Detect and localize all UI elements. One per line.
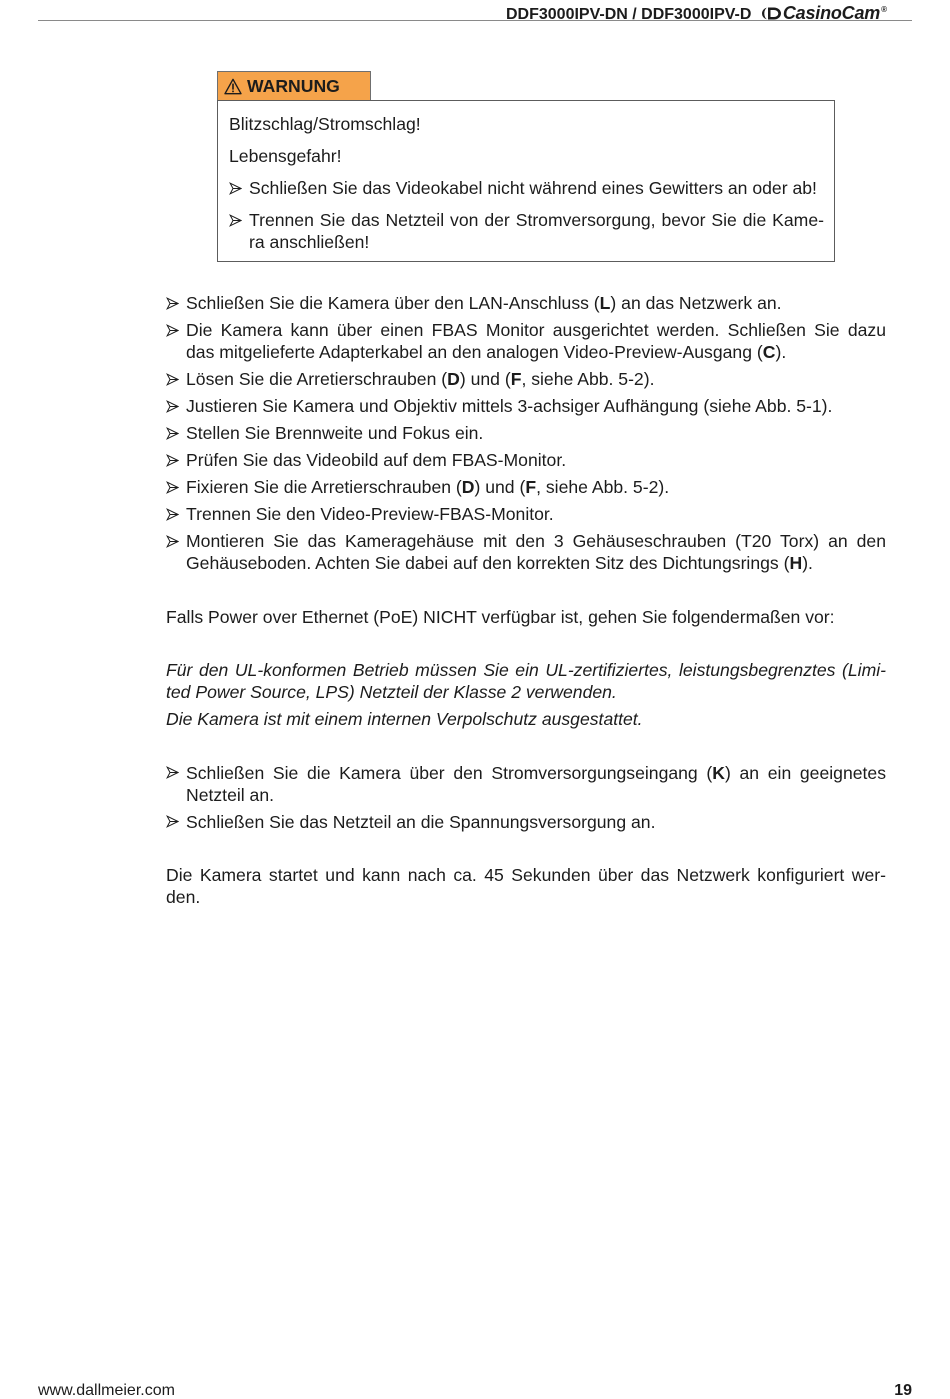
text-line bbox=[186, 784, 886, 806]
instruction-step bbox=[166, 292, 886, 314]
arrow-bullet-icon bbox=[166, 766, 179, 779]
instruction-step bbox=[229, 177, 824, 199]
arrow-bullet-icon bbox=[166, 373, 179, 386]
warning-panel bbox=[217, 71, 835, 262]
warning-label bbox=[217, 71, 371, 100]
text-run: Schließen Sie die Kamera über den LAN-Anschluss ( bbox=[186, 293, 600, 313]
text-line bbox=[166, 708, 886, 730]
text-line bbox=[249, 177, 824, 199]
arrow-bullet-icon bbox=[229, 182, 242, 195]
text-line bbox=[186, 503, 886, 525]
arrow-bullet-icon bbox=[166, 427, 179, 440]
arrow-bullet-icon bbox=[166, 400, 179, 413]
text-run: ). bbox=[775, 342, 787, 362]
text-line bbox=[186, 449, 886, 471]
text-line bbox=[186, 422, 886, 444]
text-run: Die Kamera kann über einen FBAS Monitor ausgerichtet werden. Schließen Sie dazu bbox=[186, 320, 886, 340]
text-run: Montieren Sie das Kameragehäuse mit den 3 Gehäuseschrauben (T20 Torx) an den bbox=[186, 531, 886, 551]
page-header bbox=[505, 0, 887, 23]
bold-reference: D bbox=[461, 477, 475, 497]
bold-reference: L bbox=[599, 293, 611, 313]
text-line bbox=[186, 552, 886, 574]
bold-reference: F bbox=[510, 369, 522, 389]
text-line bbox=[166, 681, 886, 703]
arrow-bullet-icon bbox=[166, 535, 179, 548]
warning-label-text: WARNUNG bbox=[247, 76, 340, 96]
instruction-step bbox=[166, 422, 886, 444]
content-group bbox=[166, 659, 886, 730]
text-line bbox=[249, 231, 824, 253]
text-line bbox=[186, 395, 886, 417]
text-line bbox=[186, 476, 886, 498]
text-line bbox=[186, 811, 886, 833]
text-line bbox=[186, 292, 886, 314]
warning-box bbox=[217, 100, 835, 262]
website-url: www.dallmeier.com bbox=[38, 1382, 175, 1399]
text-run: das mitgelieferte Adapterkabel an den analogen Video-Preview-Ausgang ( bbox=[186, 342, 763, 362]
arrow-bullet-icon bbox=[166, 481, 179, 494]
instructions-content bbox=[166, 292, 886, 908]
text-run: Die Kamera startet und kann nach ca. 45 Sekunden über das Netzwerk konfiguriert wer- bbox=[166, 865, 886, 885]
text-run: Für den UL-konformen Betrieb müssen Sie ein UL-zertifiziertes, leistungsbegrenztes (Limi- bbox=[166, 660, 886, 680]
text-run: Gehäuseboden. Achten Sie dabei auf den korrekten Sitz des Dichtungsrings ( bbox=[186, 553, 790, 573]
arrow-bullet-icon bbox=[166, 297, 179, 310]
text-paragraph bbox=[166, 864, 886, 908]
text-run: den. bbox=[166, 887, 201, 907]
text-run: ) und ( bbox=[459, 369, 511, 389]
instruction-step bbox=[166, 449, 886, 471]
text-line bbox=[166, 659, 886, 681]
arrow-bullet-icon bbox=[166, 324, 179, 337]
text-run: Schließen Sie das Netzteil an die Spannungsversorgung an. bbox=[186, 811, 656, 832]
content-group bbox=[166, 606, 886, 628]
instruction-step bbox=[229, 209, 824, 253]
bold-reference: K bbox=[712, 762, 725, 783]
model-title: DDF3000IPV-DN / DDF3000IPV-D bbox=[505, 6, 752, 23]
text-line bbox=[166, 606, 886, 628]
instruction-step bbox=[166, 811, 886, 833]
text-run: Fixieren Sie die Arretierschrauben ( bbox=[186, 477, 462, 497]
text-run: ra anschließen! bbox=[249, 232, 370, 252]
bold-reference: F bbox=[525, 477, 537, 497]
note-paragraph bbox=[166, 708, 886, 730]
text-run: Trennen Sie das Netzteil von der Stromversorgung, bevor Sie die Kame- bbox=[249, 210, 824, 230]
text-run: Trennen Sie den Video-Preview-FBAS-Monitor. bbox=[186, 504, 554, 524]
text-line bbox=[229, 145, 824, 167]
text-run: Lebensgefahr! bbox=[229, 146, 342, 166]
warning-triangle-icon bbox=[224, 78, 242, 95]
note-paragraph bbox=[166, 659, 886, 703]
instruction-step bbox=[166, 530, 886, 574]
text-run: Die Kamera ist mit einem internen Verpolschutz ausgestattet. bbox=[166, 709, 643, 729]
arrow-bullet-icon bbox=[166, 815, 179, 828]
instruction-step bbox=[166, 503, 886, 525]
text-line bbox=[186, 368, 886, 390]
dallmeier-d-logo-icon bbox=[761, 7, 782, 20]
content-group bbox=[166, 292, 886, 574]
text-run: ) an das Netzwerk an. bbox=[610, 293, 782, 313]
registered-mark: ® bbox=[881, 5, 887, 14]
text-run: Prüfen Sie das Videobild auf dem FBAS-Monitor. bbox=[186, 450, 567, 470]
instruction-step bbox=[166, 476, 886, 498]
text-paragraph bbox=[229, 113, 824, 135]
instruction-step bbox=[166, 368, 886, 390]
bold-reference: C bbox=[762, 342, 776, 362]
text-run: , siehe Abb. 5-2). bbox=[521, 369, 655, 389]
text-run: Blitzschlag/Stromschlag! bbox=[229, 114, 421, 134]
text-run: ). bbox=[802, 553, 813, 573]
bold-reference: H bbox=[789, 553, 803, 573]
text-run: ted Power Source, LPS) Netzteil der Klasse 2 verwenden. bbox=[166, 682, 617, 702]
text-run: Stellen Sie Brennweite und Fokus ein. bbox=[186, 423, 484, 443]
text-line bbox=[166, 864, 886, 886]
text-run: Netzteil an. bbox=[186, 784, 275, 805]
page-number: 19 bbox=[894, 1382, 912, 1399]
bold-reference: D bbox=[447, 369, 460, 389]
instruction-step bbox=[166, 395, 886, 417]
text-run: Lösen Sie die Arretierschrauben ( bbox=[186, 369, 448, 389]
text-line bbox=[186, 530, 886, 552]
header-rule bbox=[38, 20, 912, 21]
content-group bbox=[166, 864, 886, 908]
text-line bbox=[186, 341, 886, 363]
arrow-bullet-icon bbox=[166, 454, 179, 467]
text-run: , siehe Abb. 5-2). bbox=[536, 477, 670, 497]
text-line bbox=[229, 113, 824, 135]
text-run: ) an ein geeignetes bbox=[724, 762, 886, 783]
text-run: Justieren Sie Kamera und Objektiv mittels 3-achsiger Aufhängung (siehe Abb. 5-1). bbox=[186, 396, 833, 416]
text-run: Schließen Sie die Kamera über den Stromversorgungseingang ( bbox=[186, 762, 713, 783]
content-group bbox=[166, 762, 886, 833]
instruction-step bbox=[166, 319, 886, 363]
text-run: ) und ( bbox=[474, 477, 526, 497]
text-line bbox=[186, 762, 886, 784]
text-run: Schließen Sie das Videokabel nicht während eines Gewitters an oder ab! bbox=[249, 178, 817, 198]
text-line bbox=[249, 209, 824, 231]
logo-text: CasinoCam bbox=[782, 3, 881, 23]
text-line bbox=[186, 319, 886, 341]
instruction-step bbox=[166, 762, 886, 806]
text-run: Falls Power over Ethernet (PoE) NICHT verfügbar ist, gehen Sie folgendermaßen vor: bbox=[166, 606, 835, 627]
text-line bbox=[166, 886, 886, 908]
arrow-bullet-icon bbox=[166, 508, 179, 521]
text-paragraph bbox=[229, 145, 824, 167]
text-paragraph bbox=[166, 606, 886, 628]
arrow-bullet-icon bbox=[229, 214, 242, 227]
